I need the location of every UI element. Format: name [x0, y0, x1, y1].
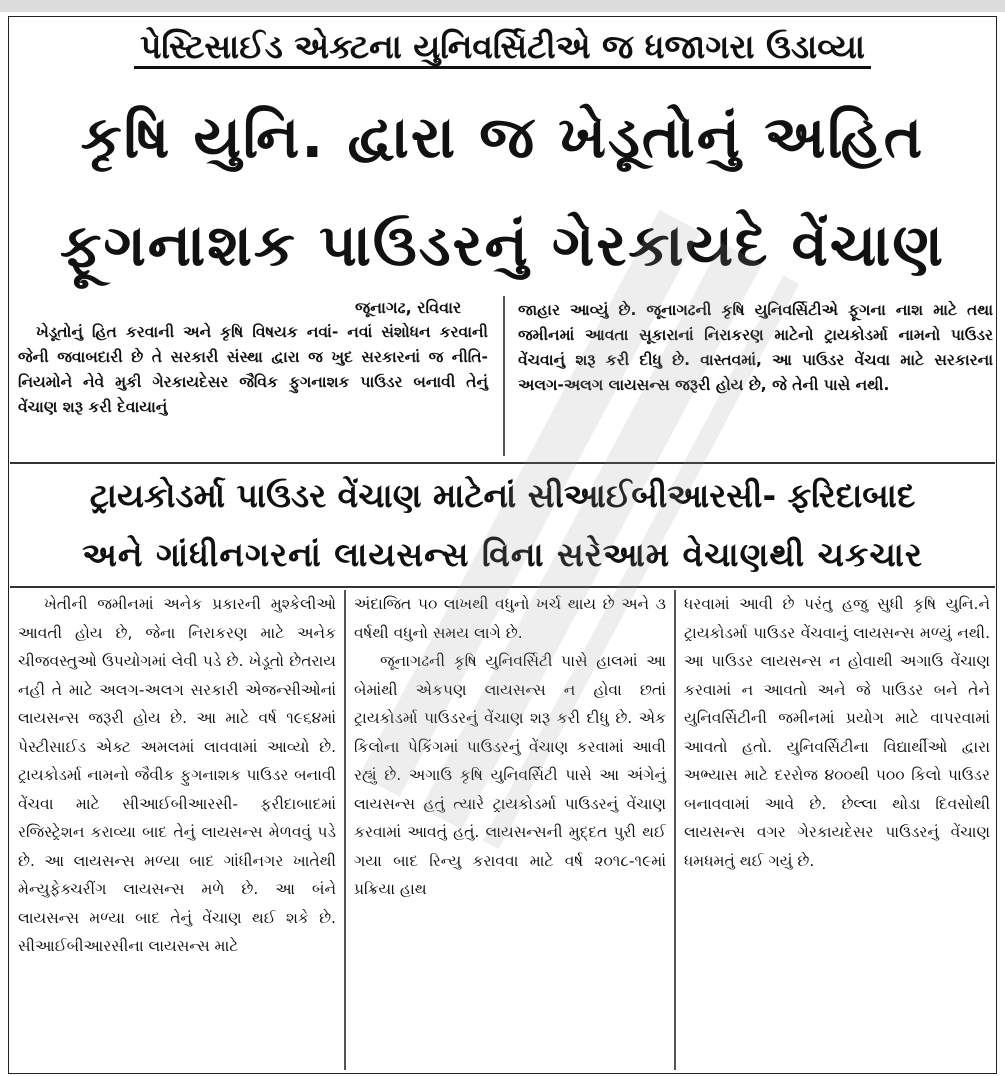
- kicker-headline: [0, 22, 1005, 72]
- intro-paragraph-right: જાહાર આવ્યું છે. જૂનાગઢની કૃષિ યુનિવર્સિટીએ ફૂગના નાશ માટે તથા જમીનમાં આવતા સૂકારાનાં નિરાકરણ માટેનો ટ્રાયકોડર્મા નામનો પાઉડર વેંચવાનું શરૂ કરી દીધુ છે. વાસ્તવમાં, આ પાઉડર વેંચવા માટે સરકારના અલગ-અલગ લાયસન્સ જરૂરી હોય છે, જે તેની પાસે નથી.: [518, 301, 993, 394]
- column-divider-1: [344, 590, 346, 1070]
- dateline: જૂનાગઢ, રવિવાર: [355, 298, 462, 317]
- top-strip: [0, 0, 1005, 12]
- subheadline-line-2: અને ગાંધીનગરનાં લાયસન્સ વિના સરેઆમ વેચાણથી ચકચાર: [82, 535, 923, 574]
- subheadline-line-1: ટ્રાયકોડર્મા પાઉડર વેંચાણ માટેનાં સીઆઈબીઆરસી- ફરિદાબાદ: [89, 476, 916, 515]
- intro-column-divider: [503, 296, 505, 456]
- main-headline-line-1: કૃષિ યુનિ. દ્વારા જ ખેડૂતોનું અહિત: [80, 103, 925, 171]
- column-divider-2: [674, 590, 676, 1070]
- body-column-2-paragraph-2: જૂનાગઢની કૃષિ યુનિવર્સિટી પાસે હાલમાં આ બેમાંથી એકપણ લાયસન્સ ન હોવા છતાં ટ્રાયકોડર્મા પાઉડરનું વેંચાણ શરૂ કરી દીધુ છે. એક કિલોના પેકિંગમાં પાઉડરનું વેંચાણ કરવામાં આવી રહ્યું છે. અગાઉ કૃષિ યુનિવર્સિટી પાસે આ અંગેનું લાયસન્સ હતું ત્યારે ટ્રાયકોડર્મા પાઉડરનું વેંચાણ કરવામાં આવતું હતું. લાયસન્સની મુદ્દત પુરી થઈ ગયા બાદ રિન્યુ કરાવવા માટે વર્ષ ૨૦૧૮-૧૯માં પ્રક્રિયા હાથ: [354, 652, 666, 898]
- intro-paragraph-left: ખેડૂતોનું હિત કરવાની અને કૃષિ વિષયક નવાં- નવાં સંશોધન કરવાની જેની જવાબદારી છે તે સરકારી સંસ્થા દ્વારા જ ખુદ સરકારનાં જ નીતિ- નિયમોને નેવે મુકી ગેરકાયદેસર જૈવિક ફુગનાશક પાઉડર બનાવી તેનું વેંચાણ શરૂ કરી દેવાયાનું: [18, 323, 488, 416]
- main-headline-line-2: ફૂગનાશક પાઉડરનું ગેરકાયદે વેંચાણ: [60, 211, 945, 279]
- section-divider-bottom: [10, 586, 995, 588]
- section-divider-top: [10, 462, 995, 464]
- body-column-3: ધરવામાં આવી છે પરંતુ હજુ સુધી કૃષિ યુનિ.ને ટ્રાયકોડર્મા પાઉડર વેંચવાનું લાયસન્સ મળ્યું નથી. આ પાઉડર લાયસન્સ ન હોવાથી અગાઉ વેંચાણ કરવામાં ન આવતો અને જે પાઉડર બને તેને યુનિવર્સિટીની જમીનમાં પ્રયોગ માટે વાપરવામાં આવતો હતો. યુનિવર્સિટીના વિદ્યાર્થીઓ દ્વારા અભ્યાસ માટે દરરોજ ૪૦૦થી ૫૦૦ કિલો પાઉડર બનાવવામાં આવે છે. છેલ્લા થોડા દિવસોથી લાયસન્સ વગર ગેરકાયદેસર પાઉડરનું વેંચાણ ધમધમતું થઈ ગયું છે.: [684, 595, 990, 870]
- body-column-1: ખેતીની જમીનમાં અનેક પ્રકારની મુશ્કેલીઓ આવતી હોય છે, જેના નિરાકરણ માટે અનેક ચીજવસ્તુઓ ઉપયોગમાં લેવી પડે છે. ખેડૂતો છેતરાય નહી તે માટે અલગ-અલગ સરકારી એજન્સીઓનાં લાયસન્સ જરૂરી હોય છે. આ માટે વર્ષ ૧૯૬૪માં પેસ્ટીસાઈડ એક્ટ અમલમાં લાવવામાં આવ્યો છે. ટ્રાયકોડર્મા નામનો જૈવીક ફુગનાશક પાઉડર બનાવી વેંચવા માટે સીઆઈબીઆરસી- ફરીદાબાદમાં રજિસ્ટ્રેશન કરાવ્યા બાદ તેનું લાયસન્સ મેળવવું પડે છે. આ લાયસન્સ મળ્યા બાદ ગાંધીનગર ખાતેથી મેન્યુફેક્ચરીંગ લાયસન્સ મળે છે. આ બંને લાયસન્સ મળ્યા બાદ તેનું વેંચાણ થઈ શકે છે. સીઆઈબીઆરસીના લાયસન્સ માટે: [18, 595, 336, 955]
- body-column-2-paragraph-1: અંદાજિત ૫૦ લાખથી વધુનો ખર્ચ થાય છે અને ૩ વર્ષથી વધુનો સમય લાગે છે.: [354, 595, 666, 642]
- kicker-text: પેસ્ટિસાઈડ એક્ટના યુનિવર્સિટીએ જ ધજાગરા ઉડાવ્યા: [134, 27, 871, 69]
- body-column-2: [354, 590, 666, 904]
